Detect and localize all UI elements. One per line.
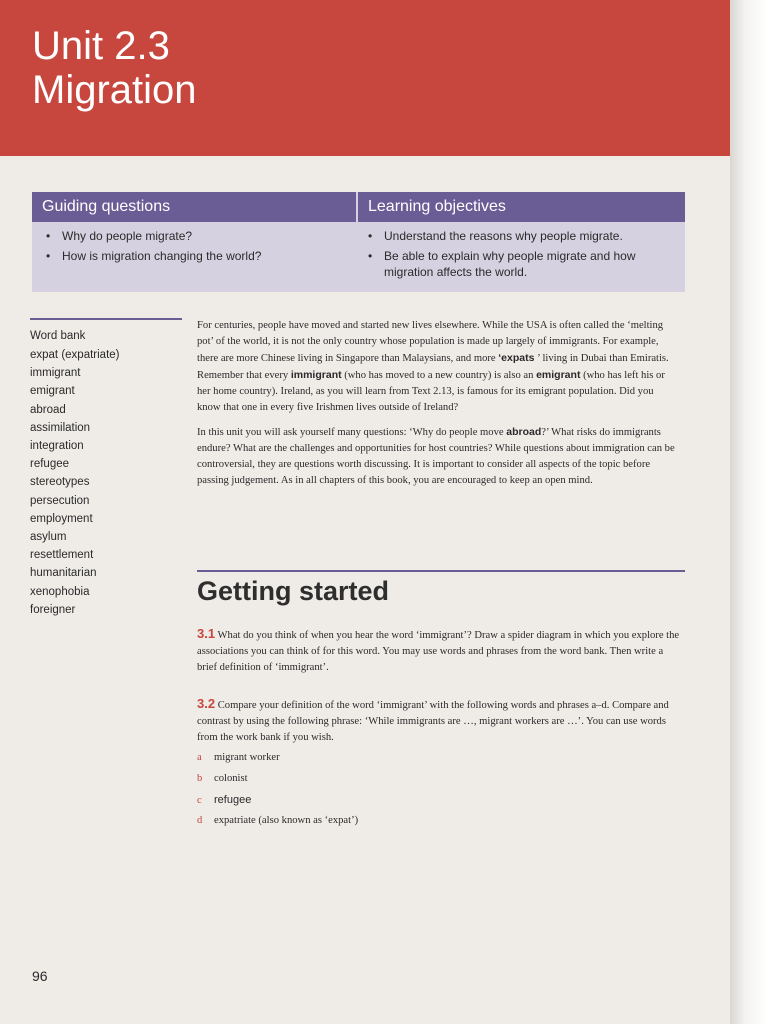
learning-objectives-heading: Learning objectives [358, 192, 685, 222]
questions-objectives-box [32, 192, 685, 292]
activity-text: Compare your definition of the word ‘immigrant’ with the following words and phrases a–d. Compare and contrast by using the following phrase: ‘While immigrants are …, migrant workers are …’. You can use words from the work bank if you wish. [197, 700, 669, 743]
keyword-emigrant: emigrant [536, 369, 581, 381]
option-text: colonist [214, 773, 248, 784]
guiding-question: • How is migration changing the world? [44, 248, 354, 264]
word-bank-item: employment [30, 512, 93, 525]
guiding-questions-list [44, 228, 354, 268]
option-item [197, 771, 358, 792]
guiding-question: • Why do people migrate? [44, 228, 354, 244]
unit-title: Unit 2.3 [32, 24, 170, 68]
unit-heading [32, 24, 197, 112]
keyword-abroad: abroad [506, 426, 542, 438]
word-bank-item: abroad [30, 403, 66, 416]
option-item [197, 813, 358, 834]
word-bank-item: expat (expatriate) [30, 349, 120, 361]
option-letter: a [197, 752, 202, 763]
word-bank-item: stereotypes [30, 476, 90, 489]
word-bank-item: xenophobia [30, 585, 90, 598]
word-bank-item: emigrant [30, 385, 75, 398]
word-bank-item: assimilation [30, 421, 91, 434]
word-bank-item: asylum [30, 531, 67, 544]
option-item [197, 792, 358, 813]
intro-paragraph-2 [197, 424, 679, 489]
intro-text [197, 318, 679, 497]
option-text: expatriate (also known as ‘expat’) [214, 815, 359, 826]
activity-number: 3.1 [197, 626, 216, 641]
option-item [197, 750, 358, 771]
intro-text-run: (who has moved to a new country) is also an [341, 370, 537, 381]
learning-objective: • Be able to explain why people migrate and how migration affects the world. [366, 248, 676, 280]
intro-text-run: ?’ What risks do immigrants endure? What are the challenges and opportunities for host countries? While questions about immigration can be controversial, they are questions worth discussing. It is important to consider all aspects of the topic before passing judgement. As in all chapters of this book, you are encouraged to keep an open mind. [197, 427, 675, 486]
option-letter: b [197, 773, 203, 784]
page-number: 96 [32, 968, 48, 984]
option-letter: d [197, 815, 203, 826]
getting-started-title: Getting started [197, 576, 390, 606]
intro-text-run: For centuries, people have moved and started new lives elsewhere. While the USA is often called the ‘melting pot’ of the world, it is not the only country whose population is made up largely of immigrants. For example, there are more Chinese living in Singapore than Malaysians, and more [197, 320, 664, 364]
unit-subtitle: Migration [32, 68, 197, 112]
option-letter: c [197, 795, 202, 806]
activity-text: What do you think of when you hear the word ‘immigrant’? Draw a spider diagram in which you explore the associations you can think of for this word. You may use words and phrases from the word bank. Then write a brief definition of ‘immigrant’. [197, 630, 680, 673]
guiding-questions-heading: Guiding questions [32, 192, 356, 222]
keyword-immigrant: immigrant [290, 369, 342, 381]
option-text: refugee [214, 794, 252, 806]
word-bank-title: Word bank [30, 330, 86, 342]
intro-text-run: ’ living in Dubai than Emiratis. Remember that every [197, 353, 669, 381]
word-bank-item: foreigner [30, 603, 76, 616]
option-text: migrant worker [214, 752, 280, 763]
learning-objective: • Understand the reasons why people migrate. [366, 228, 676, 244]
keyword-expats: ‘expats [498, 352, 535, 364]
word-bank-item: immigrant [30, 367, 81, 380]
word-bank-item: refugee [30, 458, 70, 471]
learning-objectives-list [366, 228, 676, 284]
activity-number: 3.2 [197, 696, 216, 711]
activity-3-1 [197, 626, 685, 676]
intro-text-run: (who has left his or her home country). Ireland, as you will learn from Text 2.13, is famous for its emigrant population. Did you know that one in every five Irishmen lives outside of Ireland? [197, 370, 665, 413]
word-bank-item: resettlement [30, 549, 94, 562]
word-bank-list [30, 346, 182, 619]
activity-3-2 [197, 696, 685, 746]
comparison-options [197, 750, 358, 834]
intro-text-run: In this unit you will ask yourself many questions: ‘Why do people move [197, 427, 507, 438]
intro-paragraph-1 [197, 318, 679, 416]
page-edge [730, 0, 768, 1024]
word-bank-item: humanitarian [30, 567, 97, 580]
word-bank [30, 318, 182, 619]
word-bank-item: persecution [30, 494, 90, 507]
word-bank-item: integration [30, 440, 84, 453]
unit-banner [0, 0, 730, 156]
